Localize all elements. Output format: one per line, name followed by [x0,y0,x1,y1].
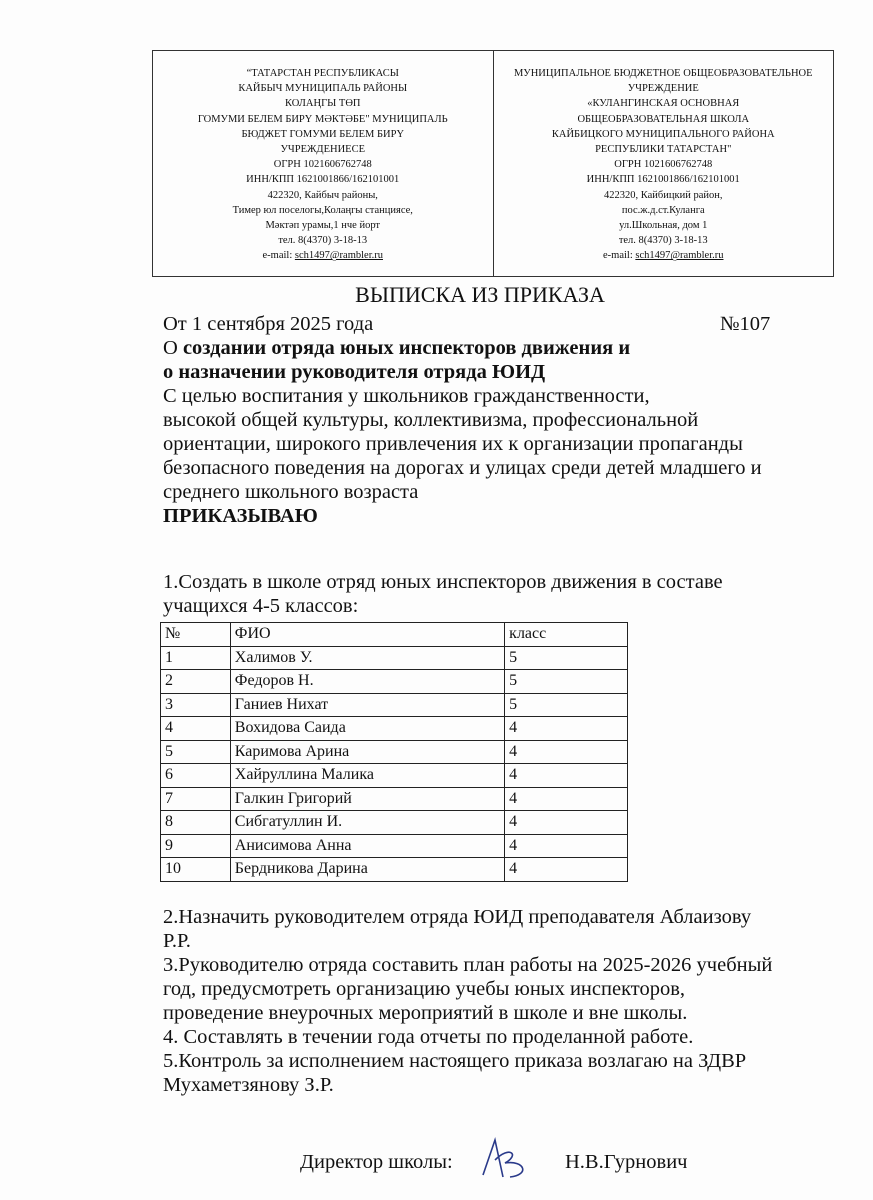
letterhead-line: тел. 8(4370) 3-18-13 [278,235,368,247]
preamble-line: среднего школьного возраста [163,481,419,503]
table-cell: Хайруллина Малика [230,764,504,788]
letterhead-line: УЧРЕЖДЕНИЕ [627,83,699,95]
email-link[interactable]: sch1497@rambler.ru [635,250,724,262]
table-row [161,764,628,788]
column-header: № [161,623,231,647]
preamble-line: высокой общей культуры, коллективизма, профессиональной [163,409,699,431]
table-cell: 5 [505,693,628,717]
letterhead-line: КАЙБЫЧ МУНИЦИПАЛЬ РАЙОНЫ [238,83,408,95]
letterhead-line: “ТАТАРСТАН РЕСПУБЛИКАСЫ [246,68,399,79]
email-link[interactable]: sch1497@rambler.ru [294,250,383,262]
table-cell: 4 [505,834,628,858]
email-line [153,248,493,263]
table-cell: 4 [505,764,628,788]
order-subject: О создании отряда юных инспекторов движения и [163,337,631,359]
order-date: От 1 сентября 2025 года [163,313,374,335]
table-cell: 3 [161,693,231,717]
table-cell: 4 [161,717,231,741]
order-word: ПРИКАЗЫВАЮ [163,505,318,527]
letterhead-line: пос.ж.д.ст.Куланга [621,204,705,216]
table-cell: 4 [505,858,628,882]
table-cell: Ганиев Нихат [230,693,504,717]
table-cell: 4 [505,787,628,811]
letterhead-line: ул.Школьная, дом 1 [619,220,708,232]
letterhead-line: ОБЩЕОБРАЗОВАТЕЛЬНАЯ ШКОЛА [577,113,750,125]
table-cell: Анисимова Анна [230,834,504,858]
email-line [494,248,834,263]
table-row [161,740,628,764]
table-cell: 5 [161,740,231,764]
item-1 [163,570,723,618]
letterhead-russian [493,51,834,276]
email-label: e-mail: [603,250,636,262]
table-cell: 5 [505,670,628,694]
letterhead-line: РЕСПУБЛИКИ ТАТАРСТАН" [595,144,732,156]
preamble-line: безопасного поведения на дорогах и улицах среди детей младшего и [163,457,762,479]
letterhead-line: 422320, Кайбыч районы, [267,189,378,201]
order-number: №107 [720,313,771,335]
table-cell: 5 [505,646,628,670]
table-cell: 10 [161,858,231,882]
table-cell: Федоров Н. [230,670,504,694]
letterhead-line: КОЛАҢГЫ ТӨП [284,98,361,110]
letterhead-line: Мәктәп урамы,1 нче йорт [265,220,381,232]
letterhead-line: ИНН/КПП 1621001866/162101001 [586,174,740,186]
letterhead-line: МУНИЦИПАЛЬНОЕ БЮДЖЕТНОЕ ОБЩЕОБРАЗОВАТЕЛЬНОЕ [513,68,813,79]
order-items [163,905,772,1097]
email-label: e-mail: [262,250,295,262]
letterhead [152,50,834,277]
table-row [161,693,628,717]
letterhead-line: УЧРЕЖДЕНИЕСЕ [280,144,365,156]
letterhead-line: тел. 8(4370) 3-18-13 [618,235,708,247]
table-cell: Сибгатуллин И. [230,811,504,835]
letterhead-line: ОГРН 1021606762748 [614,159,713,171]
table-cell: Бердникова Дарина [230,858,504,882]
document-title: ВЫПИСКА ИЗ ПРИКАЗА [355,282,605,307]
table-cell: Каримова Арина [230,740,504,764]
item-line: 3.Руководителю отряда составить план работы на 2025-2026 учебный [163,954,773,976]
table-row [161,646,628,670]
signature-handwritten [475,1135,535,1185]
item-line: 2.Назначить руководителем отряда ЮИД преподавателя Аблаизову [163,906,752,928]
column-header: класс [505,623,628,647]
signature-role: Директор школы: [300,1151,453,1173]
table-row [161,834,628,858]
table-row [161,670,628,694]
table-cell: 7 [161,787,231,811]
order-subject-2: о назначении руководителя отряда ЮИД [163,361,546,383]
letterhead-line: Тимер юл поселогы,Колаңгы станциясе, [232,204,413,216]
letterhead-line: ОГРН 1021606762748 [273,159,372,171]
letterhead-line: ГОМУМИ БЕЛЕМ БИРҮ МӘКТӘБЕ" МУНИЦИПАЛЬ [197,113,448,125]
preamble-line: С целью воспитания у школьников гражданственности, [163,385,650,407]
item-line: 5.Контроль за исполнением настоящего приказа возлагаю на ЗДВР [163,1050,747,1072]
preamble [163,384,762,504]
letterhead-line: 422320, Кайбицкий район, [604,189,723,201]
preamble-line: ориентации, широкого привлечения их к организации пропаганды [163,433,743,455]
table-cell: 6 [161,764,231,788]
table-cell: 4 [505,717,628,741]
item-line: 1.Создать в школе отряд юных инспекторов движения в составе [163,571,723,593]
letterhead-line: БЮДЖЕТ ГОМУМИ БЕЛЕМ БИРҮ [241,128,405,140]
letterhead-tatar [153,51,493,276]
table-row [161,811,628,835]
table-cell: Халимов У. [230,646,504,670]
table-cell: 8 [161,811,231,835]
item-line: Р.Р. [163,930,191,952]
table-cell: 4 [505,811,628,835]
table-header [161,623,628,647]
table-cell: Вохидова Саида [230,717,504,741]
letterhead-line: «КУЛАНГИНСКАЯ ОСНОВНАЯ [587,98,740,110]
table-cell: 1 [161,646,231,670]
table-row [161,858,628,882]
table-cell: 9 [161,834,231,858]
table-cell: 2 [161,670,231,694]
letterhead-line: КАЙБИЦКОГО МУНИЦИПАЛЬНОГО РАЙОНА [551,128,775,140]
students-table [160,622,628,882]
item-line: 4. Составлять в течении года отчеты по проделанной работе. [163,1026,694,1048]
item-line: год, предусмотреть организацию учебы юных инспекторов, [163,978,685,1000]
item-line: учащихся 4-5 классов: [163,595,359,617]
signature-name: Н.В.Гурнович [565,1151,688,1173]
table-cell: 4 [505,740,628,764]
item-line: Мухаметзянову З.Р. [163,1074,334,1096]
item-line: проведение внеурочных мероприятий в школе и вне школы. [163,1002,688,1024]
letterhead-line: ИНН/КПП 1621001866/162101001 [246,174,400,186]
table-cell: Галкин Григорий [230,787,504,811]
table-row [161,787,628,811]
column-header: ФИО [230,623,504,647]
table-row [161,717,628,741]
